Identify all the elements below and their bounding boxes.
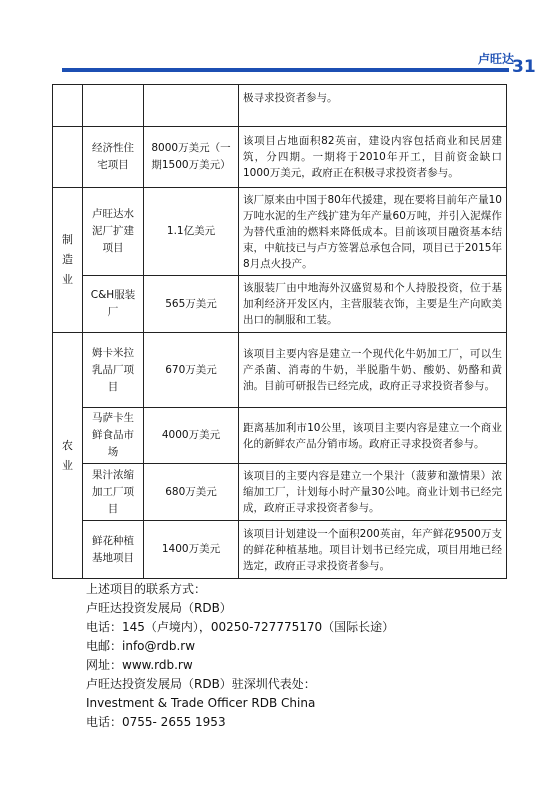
table-row	[53, 188, 507, 276]
project-description-cell: 该项目的主要内容是建立一个果汁（菠萝和激情果）浓缩加工厂，计划每小时产量30公吨。商业计划书已经完成，政府正寻求投资者参与。	[239, 464, 507, 521]
sector-cell-continued	[53, 85, 83, 127]
project-description-cell: 该服装厂由中地海外汉盛贸易和个人持股投资，位于基加利经济开发区内，主营服装衣饰，主要是生产向欧美出口的制服和工装。	[239, 276, 507, 333]
table-row	[53, 85, 507, 127]
projects-table	[52, 84, 507, 579]
project-name-cell	[83, 85, 144, 127]
project-name-cell: 马萨卡生鲜食品市场	[83, 408, 144, 464]
table-row	[53, 521, 507, 579]
header-rule	[62, 68, 509, 72]
project-name-cell: 鲜花种植基地项目	[83, 521, 144, 579]
project-name-cell: C&H服装厂	[83, 276, 144, 333]
project-name-cell: 姆卡米拉乳品厂项目	[83, 333, 144, 408]
sector-label-manufacturing: 制造业	[53, 188, 83, 333]
project-description-cell: 该项目计划建设一个面积200英亩，年产鲜花9500万支的鲜花种植基地。项目计划书已经完成，项目用地已经选定，政府正寻求投资者参与。	[239, 521, 507, 579]
project-description-cell: 该项目主要内容是建立一个现代化牛奶加工厂，可以生产杀菌、消毒的牛奶，半脱脂牛奶、酸奶、奶酪和黄油。目前可研报告已经完成，政府正寻求投资者参与。	[239, 333, 507, 408]
table-row	[53, 333, 507, 408]
header-country-label: 卢旺达	[478, 52, 515, 66]
page-number: 31	[512, 57, 536, 77]
project-description-cell: 该厂原来由中国于80年代援建，现在要将目前年产量10万吨水泥的生产线扩建为年产量60万吨，并引入泥煤作为替代重油的燃料来降低成本。目前该项目融资基本结束，中航技已与卢方签署总承包合同，项目已于2015年8月点火投产。	[239, 188, 507, 276]
contact-org-name: 卢旺达投资发展局（RDB）	[86, 601, 232, 615]
project-name-cell: 经济性住宅项目	[83, 127, 144, 188]
contact-website: 网址：www.rdb.rw	[86, 658, 193, 672]
contact-shenzhen-office: 卢旺达投资发展局（RDB）驻深圳代表处：	[86, 677, 316, 691]
project-name-cell: 果汁浓缩加工厂项目	[83, 464, 144, 521]
project-amount-cell: 1400万美元	[144, 521, 239, 579]
contact-info	[86, 580, 506, 732]
project-description-cell: 该项目占地面积82英亩，建设内容包括商业和民居建筑，分四期。一期将于2010年开工，目前资金缺口1000万美元，政府正在积极寻求投资者参与。	[239, 127, 507, 188]
contact-officer-title: Investment & Trade Officer RDB China	[86, 696, 316, 710]
contact-email: 电邮：info@rdb.rw	[86, 639, 196, 653]
project-amount-cell: 8000万美元（一期1500万美元）	[144, 127, 239, 188]
project-amount-cell: 1.1亿美元	[144, 188, 239, 276]
table-row	[53, 464, 507, 521]
project-description-cell: 距离基加利市10公里，该项目主要内容是建立一个商业化的新鲜农产品分销市场。政府正寻求投资者参与。	[239, 408, 507, 464]
project-name-cell: 卢旺达水泥厂扩建项目	[83, 188, 144, 276]
project-amount-cell: 565万美元	[144, 276, 239, 333]
contact-shenzhen-phone: 电话：0755- 2655 1953	[86, 715, 226, 729]
table-row	[53, 408, 507, 464]
project-amount-cell: 4000万美元	[144, 408, 239, 464]
table-row	[53, 127, 507, 188]
project-amount-cell	[144, 85, 239, 127]
contact-heading: 上述项目的联系方式：	[86, 582, 207, 596]
contact-phone: 电话：145（卢境内），00250-727775170（国际长途）	[86, 620, 395, 634]
sector-cell-continued	[53, 127, 83, 188]
project-amount-cell: 670万美元	[144, 333, 239, 408]
table-row	[53, 276, 507, 333]
project-description-cell: 极寻求投资者参与。	[239, 85, 507, 127]
project-amount-cell: 680万美元	[144, 464, 239, 521]
sector-label-agriculture: 农业	[53, 333, 83, 579]
